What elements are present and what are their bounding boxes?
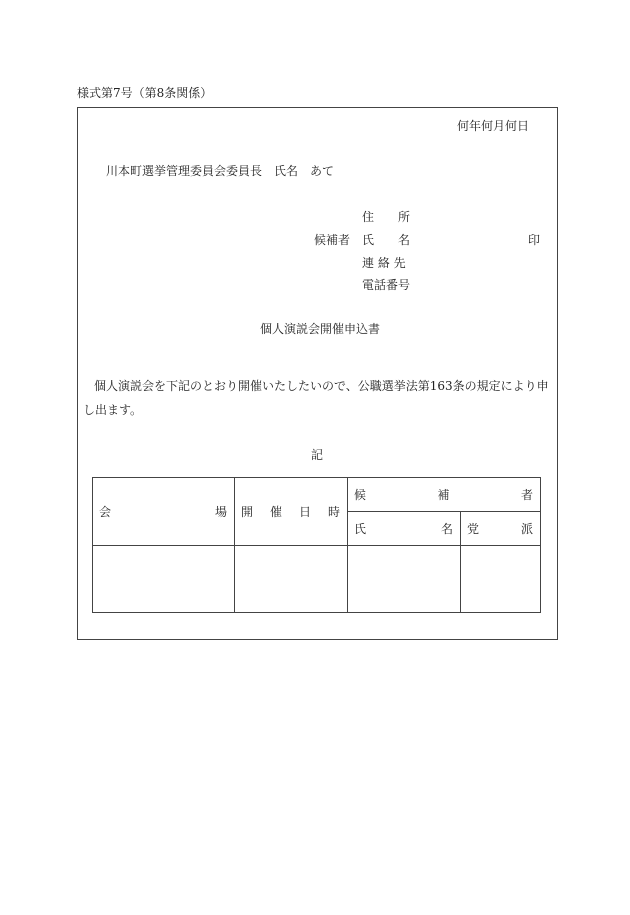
date-line: 何年何月何日	[457, 119, 530, 133]
candidate-header-char: 補	[437, 488, 450, 502]
datetime-header-char: 催	[269, 505, 282, 519]
name-header-cell	[348, 512, 461, 546]
candidate-name-entry-cell[interactable]	[348, 546, 461, 613]
schedule-table	[92, 477, 541, 613]
name-header-char: 氏	[354, 522, 367, 536]
party-entry-cell[interactable]	[461, 546, 541, 613]
venue-header-char: 場	[214, 505, 227, 519]
seal-mark: 印	[528, 233, 541, 247]
name-header-char: 名	[440, 522, 453, 536]
address-label: 住 所	[362, 210, 411, 224]
name-label: 氏 名	[362, 233, 411, 247]
record-heading: 記	[311, 448, 324, 462]
phone-label: 電話番号	[362, 278, 411, 292]
candidate-header-char: 者	[520, 488, 533, 502]
contact-label: 連 絡 先	[362, 256, 406, 270]
application-body-text: 個人演説会を下記のとおり開催いたしたいので、公職選挙法第163条の規定により申し出ます。	[83, 379, 549, 417]
party-header-char: 派	[520, 522, 533, 536]
datetime-header-cell	[235, 478, 348, 546]
datetime-entry-cell[interactable]	[235, 546, 348, 613]
datetime-header-char: 時	[327, 505, 340, 519]
venue-header-cell	[93, 478, 235, 546]
datetime-header-char: 日	[298, 505, 311, 519]
party-header-char: 党	[467, 522, 480, 536]
document-title: 個人演説会開催申込書	[260, 322, 381, 336]
candidate-header-cell	[348, 478, 541, 512]
addressee-line: 川本町選挙管理委員会委員長 氏名 あて	[106, 164, 335, 178]
venue-entry-cell[interactable]	[93, 546, 235, 613]
venue-header-char: 会	[99, 505, 112, 519]
candidate-header-char: 候	[354, 488, 367, 502]
form-number-label: 様式第7号（第8条関係）	[77, 86, 213, 100]
datetime-header-char: 開	[241, 505, 254, 519]
candidate-label: 候補者	[314, 233, 351, 247]
party-header-cell	[461, 512, 541, 546]
